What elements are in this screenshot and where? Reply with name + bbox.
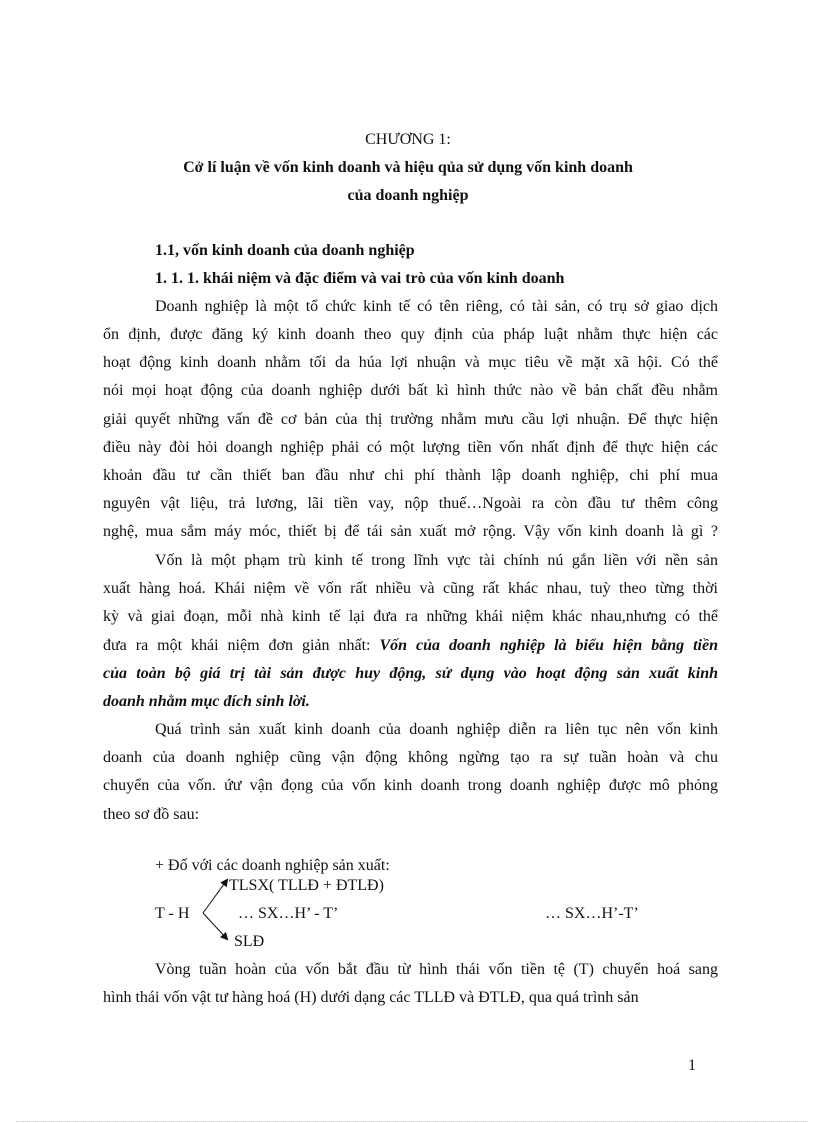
- definition-emphasis: doanh nhằm mục đích sinh lời.: [103, 693, 310, 710]
- paragraph-line: nói mọi hoạt động của doanh nghiệp dưới bất kì hình thức nào về bản chất đều nhằm: [103, 382, 718, 399]
- page-bottom-border: [16, 1121, 808, 1122]
- paragraph-line: nguyên vật liệu, trả lương, lãi tiền vay, nộp thuế…Ngoài ra còn đầu tư thêm công: [103, 495, 718, 512]
- paragraph-line: Vốn là một phạm trù kinh tế trong lĩnh vực tài chính nú gắn liền với nền sản: [155, 552, 718, 569]
- paragraph-line: khoản đầu tư cần thiết ban đầu như chi phí thành lập doanh nghiệp, chi phí mua: [103, 467, 718, 484]
- diagram-middle-flow: … SX…H’ - T’: [238, 905, 339, 922]
- paragraph-line: Quá trình sản xuất kinh doanh của doanh nghiệp diễn ra liên tục nên vốn kinh: [155, 721, 718, 738]
- paragraph-line: Vòng tuần hoàn của vốn bắt đầu từ hình thái vốn tiền tệ (T) chuyển hoá sang: [155, 961, 718, 978]
- paragraph-line: xuất hàng hoá. Khái niệm về vốn rất nhiều và cũng rất khác nhau, tuỳ theo từng thời: [103, 580, 718, 597]
- arrow-down-icon: [203, 913, 227, 939]
- paragraph-line: theo sơ đồ sau:: [103, 806, 200, 823]
- paragraph-line: doanh của doanh nghiệp cũng vận động không ngừng tạo ra sự tuần hoàn và chu: [103, 749, 718, 766]
- paragraph-line: chuyển của vốn. ứư vận đọng của vốn kinh doanh trong doanh nghiệp được mô phỏng: [103, 777, 718, 794]
- definition-emphasis: của toàn bộ giá trị tài sản được huy động, sử dụng vào hoạt động sản xuất kinh: [103, 665, 718, 682]
- paragraph-line: hình thái vốn vật tư hàng hoá (H) dưới dạng các TLLĐ và ĐTLĐ, qua quá trình sản: [103, 989, 639, 1006]
- chapter-label: CHƯƠNG 1:: [365, 131, 451, 148]
- diagram-lower-branch: SLĐ: [234, 933, 265, 950]
- paragraph-line: nghệ, mua sắm máy móc, thiết bị để tái sản xuất mở rộng. Vậy vốn kinh doanh là gì ?: [103, 523, 718, 540]
- page-number: 1: [688, 1057, 696, 1074]
- paragraph-line: [103, 636, 718, 656]
- paragraph-line: giải quyết những vấn đề cơ bản của thị trường nhằm mưu cầu lợi nhuận. Để thực hiện: [103, 411, 718, 428]
- paragraph-line: Doanh nghiệp là một tổ chức kinh tế có tên riêng, có tài sản, có trụ sở giao dịch: [155, 298, 718, 315]
- diagram-start: T - H: [155, 905, 190, 922]
- chapter-title-line-2: của doanh nghiệp: [347, 187, 469, 204]
- diagram-continuation: … SX…H’-T’: [545, 905, 639, 922]
- section-heading: 1.1, vốn kinh doanh của doanh nghiệp: [155, 242, 415, 259]
- paragraph-line: kỳ và giai đoạn, mỗi nhà kinh tế lại đưa ra những khái niệm khác nhau,nhưng có thể: [103, 608, 718, 625]
- arrow-up-icon: [203, 880, 227, 913]
- subsection-heading: 1. 1. 1. khái niệm và đặc điểm và vai trò của vốn kinh doanh: [155, 270, 565, 287]
- diagram-upper-branch: TLSX( TLLĐ + ĐTLĐ): [229, 877, 384, 894]
- chapter-title-line-1: Cở lí luận về vốn kinh doanh và hiệu qủa sử dụng vốn kinh doanh: [183, 159, 633, 176]
- paragraph-line: điều này đòi hỏi doangh nghiệp phải có một lượng tiền vốn nhất định để thực hiện các: [103, 439, 718, 456]
- definition-lead-in: đưa ra một khái niệm đơn giản nhất:: [103, 637, 380, 654]
- paragraph-line: hoạt động kinh doanh nhằm tối da húa lợi nhuận và mục tiêu về mặt xã hội. Có thể: [103, 354, 718, 371]
- paragraph-line: ổn định, được đăng ký kinh doanh theo quy định của pháp luật nhằm thực hiện các: [103, 326, 718, 343]
- definition-emphasis: Vốn của doanh nghiệp là biểu hiện bằng tiền: [379, 637, 718, 654]
- diagram-intro: + Đố với các doanh nghiệp sản xuất:: [155, 857, 390, 874]
